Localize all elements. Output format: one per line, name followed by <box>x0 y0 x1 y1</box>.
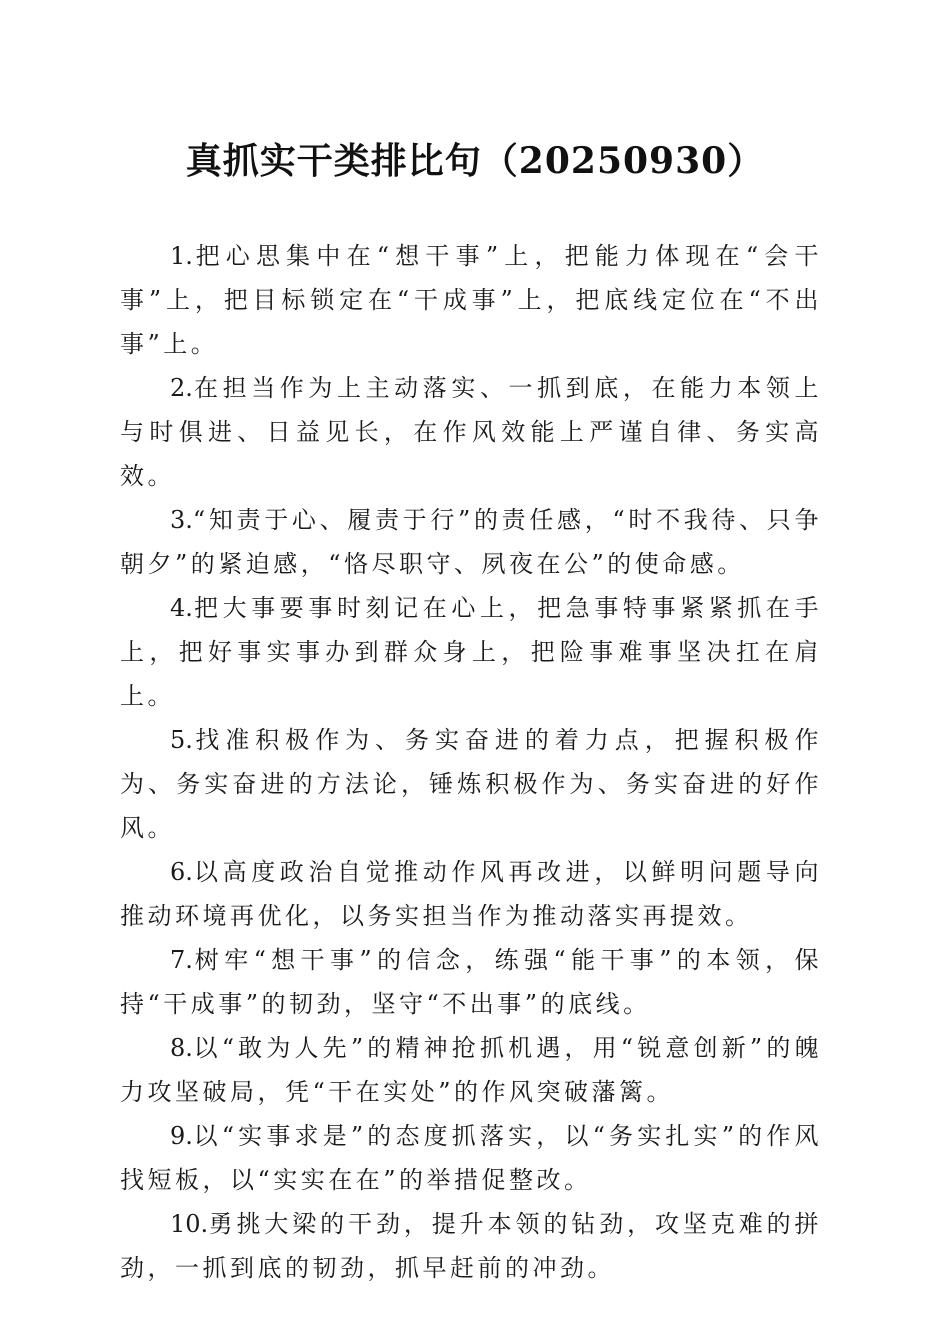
paragraph-number: 9. <box>170 1122 193 1150</box>
document-body <box>120 234 822 1290</box>
paragraph-text: 以“敢为人先”的精神抢抓机遇，用“锐意创新”的魄力攻坚破局，凭“干在实处”的作风突破藩篱。 <box>120 1034 822 1106</box>
document-title: 真抓实干类排比句（20250930） <box>185 140 765 182</box>
paragraph-text: 在担当作为上主动落实、一抓到底，在能力本领上与时俱进、日益见长，在作风效能上严谨自律、务实高效。 <box>120 374 822 490</box>
paragraph-text: 以“实事求是”的态度抓落实，以“务实扎实”的作风找短板，以“实实在在”的举措促整改。 <box>120 1122 822 1194</box>
paragraph-8 <box>120 1026 822 1114</box>
paragraph-text: 树牢“想干事”的信念，练强“能干事”的本领，保持“干成事”的韧劲，坚守“不出事”的底线。 <box>120 946 822 1018</box>
paragraph-number: 5. <box>170 726 193 754</box>
paragraph-10 <box>120 1202 822 1290</box>
paragraph-number: 6. <box>170 858 193 886</box>
paragraph-text: 把心思集中在“想干事”上，把能力体现在“会干事”上，把目标锁定在“干成事”上，把底线定位在“不出事”上。 <box>120 242 822 358</box>
paragraph-text: “知责于心、履责于行”的责任感，“时不我待、只争朝夕”的紧迫感，“恪尽职守、夙夜在公”的使命感。 <box>120 506 822 578</box>
paragraph-1 <box>120 234 822 366</box>
paragraph-number: 8. <box>170 1034 193 1062</box>
paragraph-number: 3. <box>170 506 193 534</box>
paragraph-number: 4. <box>170 594 193 622</box>
paragraph-number: 1. <box>170 242 193 270</box>
paragraph-number: 7. <box>170 946 193 974</box>
paragraph-number: 10. <box>170 1210 209 1238</box>
paragraph-2 <box>120 366 822 498</box>
paragraph-text: 勇挑大梁的干劲，提升本领的钻劲，攻坚克难的拼劲，一抓到底的韧劲，抓早赶前的冲劲。 <box>120 1210 822 1282</box>
paragraph-number: 2. <box>170 374 193 402</box>
paragraph-7 <box>120 938 822 1026</box>
paragraph-9 <box>120 1114 822 1202</box>
paragraph-3 <box>120 498 822 586</box>
paragraph-text: 以高度政治自觉推动作风再改进，以鲜明问题导向推动环境再优化，以务实担当作为推动落实再提效。 <box>120 858 822 930</box>
paragraph-text: 把大事要事时刻记在心上，把急事特事紧紧抓在手上，把好事实事办到群众身上，把险事难事坚决扛在肩上。 <box>120 594 822 710</box>
paragraph-6 <box>120 850 822 938</box>
paragraph-text: 找准积极作为、务实奋进的着力点，把握积极作为、务实奋进的方法论，锤炼积极作为、务实奋进的好作风。 <box>120 726 822 842</box>
paragraph-5 <box>120 718 822 850</box>
paragraph-4 <box>120 586 822 718</box>
